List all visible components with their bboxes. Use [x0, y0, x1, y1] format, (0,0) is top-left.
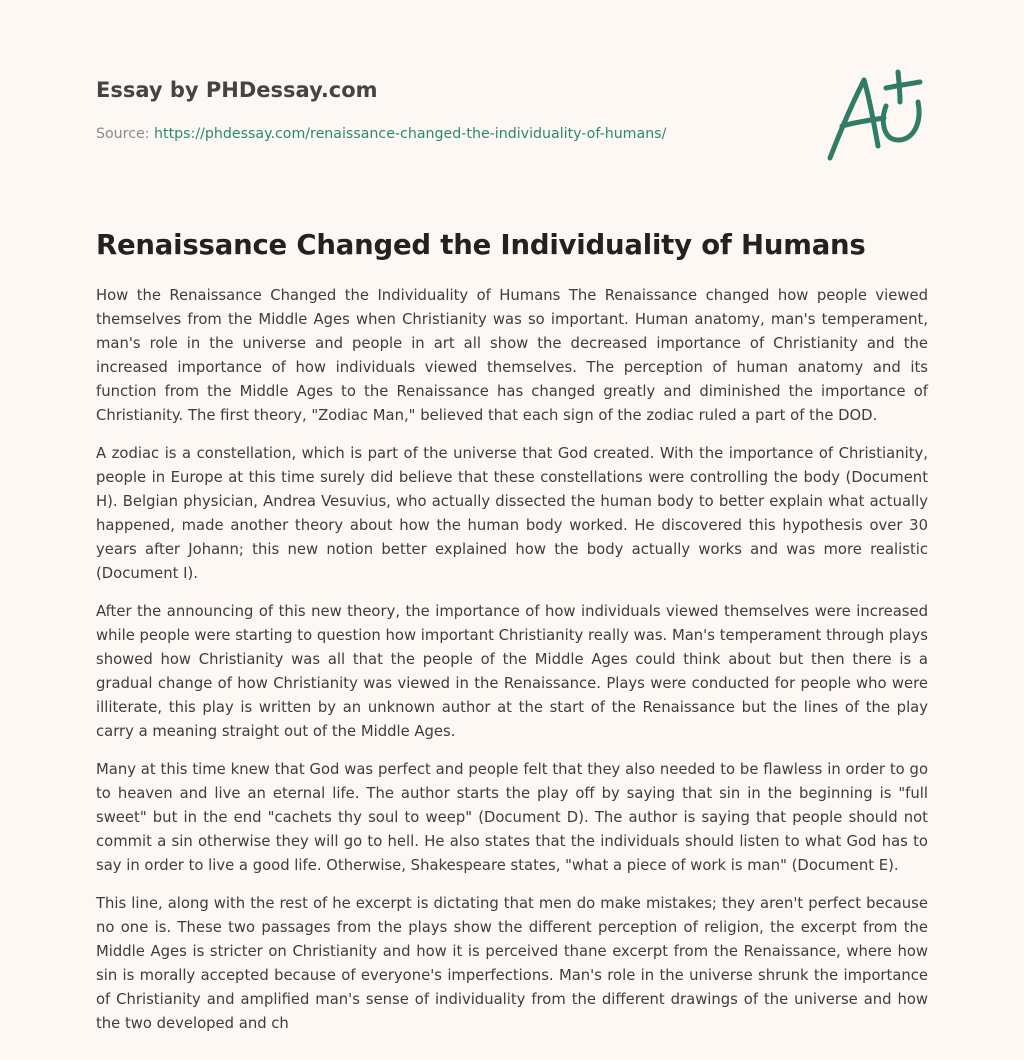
essay-paragraph: After the announcing of this new theory, the importance of how individuals viewed themselves were increased while people were starting to question how important Christianity really was. Man's temperament through plays showed how Christianity was all that the people of the Middle Ages could think about but then there is a gradual change of how Christianity was viewed in the Renaissance. Plays were conducted for people who were illiterate, this play is written by an unknown author at the start of the Renaissance but the lines of the play carry a meaning straight out of the Middle Ages. [96, 603, 928, 740]
page-header [96, 76, 796, 144]
site-title: Essay by PHDessay.com [96, 78, 378, 102]
essay-paragraph: How the Renaissance Changed the Individuality of Humans The Renaissance changed how people viewed themselves from the Middle Ages when Christianity was so important. Human anatomy, man's temperament, man's role in the universe and people in art all show the decreased importance of Christianity and the increased importance of how individuals viewed themselves. The perception of human anatomy and its function from the Middle Ages to the Renaissance has changed greatly and diminished the importance of Christianity. The first theory, "Zodiac Man," believed that each sign of the zodiac ruled a part of the DOD. [96, 287, 928, 424]
source-link[interactable]: https://phdessay.com/renaissance-changed-the-individuality-of-humans/ [154, 126, 667, 142]
a-plus-grade-icon [822, 66, 928, 166]
essay-paragraph: Many at this time knew that God was perfect and people felt that they also needed to be flawless in order to go to heaven and live an eternal life. The author starts the play off by saying that sin in the beginning is "full sweet" but in the end "cachets thy soul to weep" (Document D). The author is saying that people should not commit a sin otherwise they will go to hell. He also states that the individuals should listen to what God has to say in order to live a good life. Otherwise, Shakespeare states, "what a piece of work is man" (Document E). [96, 761, 928, 874]
essay-paragraph: A zodiac is a constellation, which is part of the universe that God created. With the importance of Christianity, people in Europe at this time surely did believe that these constellations were controlling the body (Document H). Belgian physician, Andrea Vesuvius, who actually dissected the human body to better explain what actually happened, made another theory about how the human body worked. He discovered this hypothesis over 30 years after Johann; this new notion better explained how the body actually works and was more realistic (Document I). [96, 445, 928, 582]
essay-paragraph: This line, along with the rest of he excerpt is dictating that men do make mistakes; they aren't perfect because no one is. These two passages from the plays show the different perception of religion, the excerpt from the Middle Ages is stricter on Christianity and how it is perceived thane excerpt from the Renaissance, where how sin is morally accepted because of everyone's imperfections. Man's role in the universe shrunk the importance of Christianity and amplified man's sense of individuality from the different drawings of the universe and how the two developed and ch [96, 895, 928, 1032]
essay-body [96, 284, 928, 1036]
essay-title: Renaissance Changed the Individuality of Humans [96, 229, 866, 261]
source-line [96, 124, 796, 144]
source-label: Source: [96, 126, 155, 142]
